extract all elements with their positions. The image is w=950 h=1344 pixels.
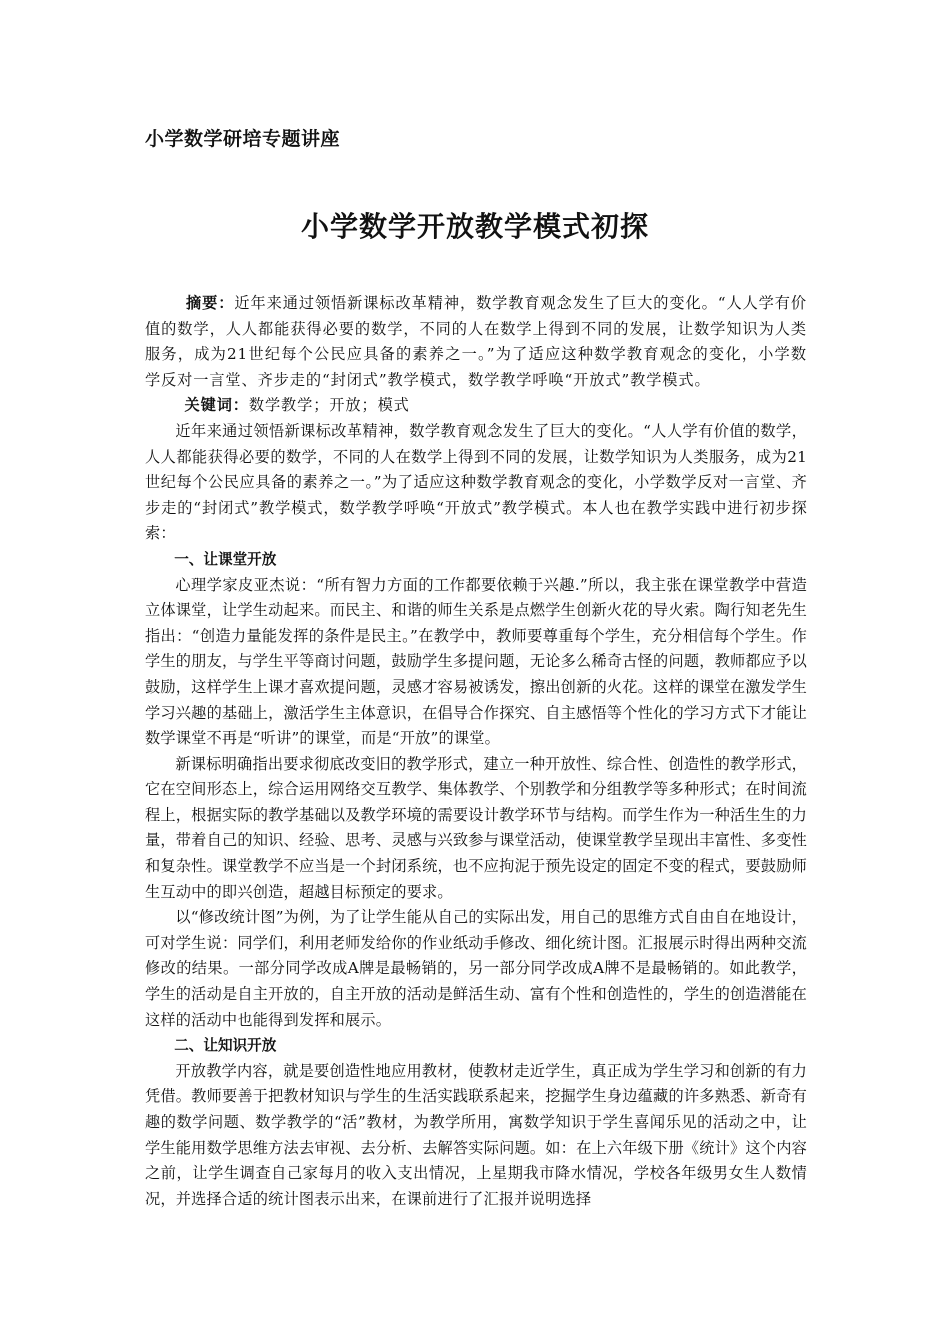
- section-heading-knowledge: 二、让知识开放: [174, 1037, 277, 1055]
- paragraph: 心理学家皮亚杰说：“所有智力方面的工作都要依赖于兴趣.”所以，我主张在课堂教学中营造立体课堂，让学生动起来。而民主、和谐的师生关系是点燃学生创新火花的导火索。陶行知老先生指出：“创造力量能发挥的条件是民主。”在教学中，教师要尊重每个学生，充分相信每个学生。作学生的朋友，与学生平等商讨问题，鼓励学生多提问题，无论多么稀奇古怪的问题，教师都应予以鼓励，这样学生上课才喜欢提问题，灵感才容易被诱发，擦出创新的火花。这样的课堂在激发学生学习兴趣的基础上，激活学生主体意识，在倡导合作探究、自主感悟等个性化的学习方式下才能让数学课堂不再是“听讲”的课堂，而是“开放”的课堂。: [145, 575, 807, 748]
- keywords: [145, 393, 807, 419]
- keywords-label: 关键词：: [184, 396, 249, 415]
- abstract-label: 摘要：: [186, 294, 235, 312]
- section-heading-classroom: 一、让课堂开放: [174, 550, 277, 568]
- paragraph: 新课标明确指出要求彻底改变旧的教学形式，建立一种开放性、综合性、创造性的教学形式，它在空间形态上，综合运用网络交互教学、集体教学、个别教学和分组教学等多种形式；在时间流程上，根据实际的教学基础以及教学环境的需要设计教学环节与结构。而学生作为一种活生生的力量，带着自己的知识、经验、思考、灵感与兴致参与课堂活动，使课堂教学呈现出丰富性、多变性和复杂性。课堂教学不应当是一个封闭系统，也不应拘泥于预先设定的固定不变的程式，要鼓励师生互动中的即兴创造，超越目标预定的要求。: [145, 754, 807, 901]
- series-title: 小学数学研培专题讲座: [145, 128, 341, 150]
- abstract: [145, 291, 807, 393]
- keywords-text: 数学教学；开放；模式: [248, 396, 410, 415]
- paragraph: 以“修改统计图”为例，为了让学生能从自己的实际出发，用自己的思维方式自由自在地设计，可对学生说：同学们，利用老师发给你的作业纸动手修改、细化统计图。汇报展示时得出两种交流修改的结果。一部分同学改成A牌是最畅销的，另一部分同学改成A牌不是最畅销的。如此教学，学生的活动是自主开放的，自主开放的活动是鲜活生动、富有个性和创造性的，学生的创造潜能在这样的活动中也能得到发挥和展示。: [145, 908, 807, 1029]
- article-title: 小学数学开放教学模式初探: [300, 210, 649, 243]
- intro-paragraph: 近年来通过领悟新课标改革精神，数学教育观念发生了巨大的变化。“人人学有价值的数学，人人都能获得必要的数学，不同的人在数学上得到不同的发展，让数学知识为人类服务，成为21世纪每个公民应具备的素养之一。”为了适应这种数学教育观念的变化，小学数学反对一言堂、齐步走的“封闭式”教学模式，数学教学呼唤“开放式”教学模式。本人也在教学实践中进行初步探索：: [145, 421, 807, 543]
- paragraph: 开放教学内容，就是要创造性地应用教材，使教材走近学生，真正成为学生学习和创新的有力凭借。教师要善于把教材知识与学生的生活实践联系起来，挖掘学生身边蕴藏的许多熟悉、新奇有趣的数学问题、数学教学的“活”教材，为教学所用，寓数学知识于学生喜闻乐见的活动之中，让学生能用数学思维方法去审视、去分析、去解答实际问题。如：在上六年级下册《统计》这个内容之前，让学生调查自己家每月的收入支出情况，上星期我市降水情况，学校各年级男女生人数情况，并选择合适的统计图表示出来，在课前进行了汇报并说明选择: [145, 1061, 807, 1208]
- article-body: [145, 291, 807, 1212]
- abstract-text: 近年来通过领悟新课标改革精神，数学教育观念发生了巨大的变化。“人人学有价值的数学，人人都能获得必要的数学，不同的人在数学上得到不同的发展，让数学知识为人类服务，成为21世纪每个公民应具备的素养之一。”为了适应这种数学教育观念的变化，小学数学反对一言堂、齐步走的“封闭式”教学模式，数学教学呼唤“开放式”教学模式。: [145, 294, 807, 389]
